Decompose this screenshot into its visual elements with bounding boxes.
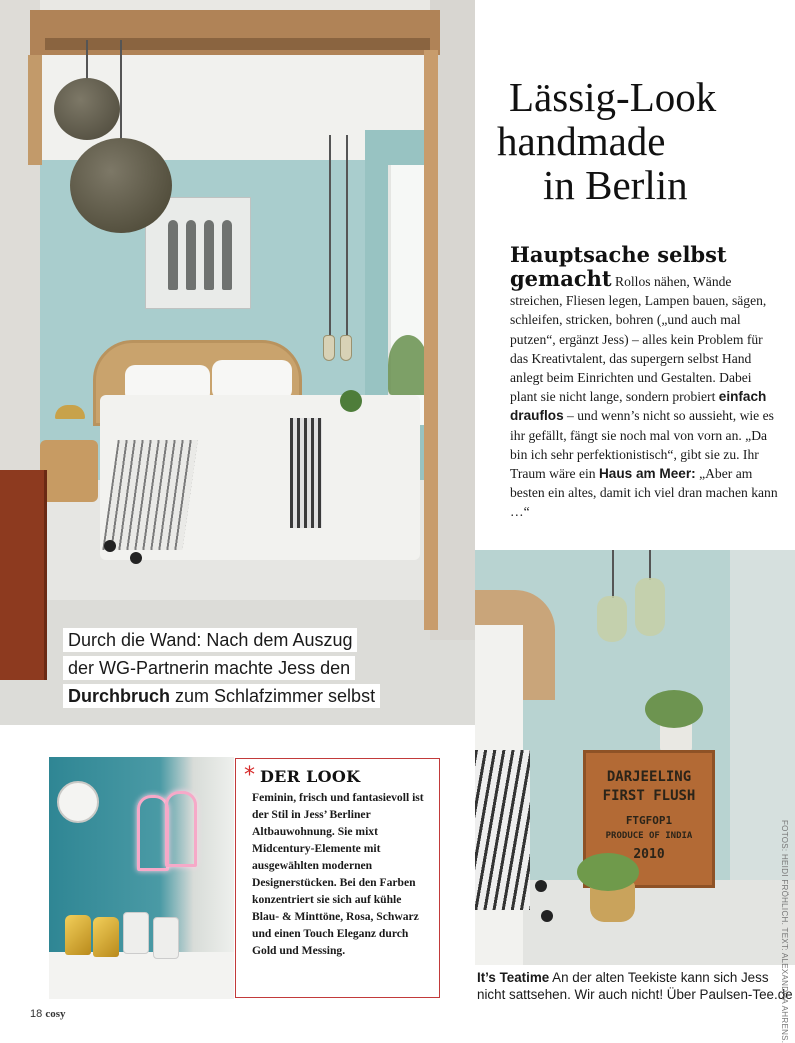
teatime-caption xyxy=(477,969,793,1003)
teatime-bold: It’s Teatime xyxy=(477,970,550,985)
poster-figure xyxy=(222,220,232,290)
chest-label-2: FIRST FLUSH xyxy=(602,788,696,804)
pillow xyxy=(212,360,292,400)
der-look-box xyxy=(235,758,440,998)
striped-blanket xyxy=(102,440,197,550)
look-text: Feminin, frisch und fantasievoll ist der Stil in Jess’ Berliner Altbauwohnung. Sie mixt Midcentury-Elemente mit ausgewählten modernen Designerstücken. Bei den Farben konzentriert sie sich auf kühle Blau- & Minttöne, Rosa, Schwarz und einen Touch Eleganz durch Gold und Messing. xyxy=(252,791,424,957)
potted-plant xyxy=(577,853,639,891)
neon-flamingo xyxy=(165,791,197,867)
tassel xyxy=(535,880,547,892)
chest-label-4: PRODUCE OF INDIA xyxy=(605,831,693,841)
tassel xyxy=(104,540,116,552)
title-line-3: in Berlin xyxy=(543,162,688,208)
broken-wall-edge-left xyxy=(28,55,42,165)
poster-figure xyxy=(204,220,214,290)
body-text-3: „Aber am besten ein altes, damit ich viel dran machen kann …“ xyxy=(510,466,778,520)
chest-label-1: DARJEELING xyxy=(606,769,692,785)
poster-figure xyxy=(168,220,178,290)
wicker-nightstand xyxy=(40,440,98,502)
broken-wall-edge-right xyxy=(424,50,438,630)
asterisk-icon: * xyxy=(244,763,255,788)
body-text-1: Rollos nähen, Wände streichen, Fliesen legen, Lampen bauen, sägen, schleifen, stricken, bohren („und auch mal putzen“, ergänzt Jess) – alles kein Problem für das Kreativtalent, das supergern selbst Hand anlegt beim Einrichten und Gestalten. Dabei plant sie nicht lange, sondern probiert xyxy=(510,274,767,405)
white-sideboard xyxy=(49,952,234,999)
caption-rest: zum Schlafzimmer selbst xyxy=(170,686,376,706)
striped-throw xyxy=(290,418,322,528)
page-number: 18 xyxy=(30,1008,43,1020)
photo-credits: FOTOS: HEIDI FRÖHLICH. TEXT: ALEXANDRA AHRENS. xyxy=(780,820,789,1043)
chest-label-3: FTGFOP1 xyxy=(625,814,673,827)
lamp-cord xyxy=(612,550,614,598)
photo-caption-line-3 xyxy=(63,684,380,708)
body-text-2: – und wenn’s nicht so aussieht, wie es ihr gefällt, fängt sie noch mal von vorn an. „Da bin ich sehr perfektionistisch“, gibt sie zu. Ihr Traum wäre ein xyxy=(510,408,774,482)
teak-cabinet xyxy=(0,470,47,680)
white-vase xyxy=(153,917,179,959)
body-heading-line-2: gemacht xyxy=(510,266,612,291)
chest-label-5: 2010 xyxy=(633,847,665,862)
body-heading-line-1: Hauptsache selbst xyxy=(510,242,727,267)
pendant-lamp-large xyxy=(70,138,172,233)
article-body xyxy=(510,243,782,522)
white-vase xyxy=(123,912,149,954)
gold-figurine xyxy=(93,917,119,957)
tassel xyxy=(541,910,553,922)
page-footer xyxy=(30,1008,65,1020)
broken-wall-shadow xyxy=(45,38,430,50)
caption-bold: Durchbruch xyxy=(68,686,171,706)
hanging-bulb xyxy=(323,335,335,361)
look-heading: DER LOOK xyxy=(260,767,361,786)
magazine-name: cosy xyxy=(45,1008,66,1020)
lamp-cord xyxy=(120,40,122,140)
body-bold-2: Haus am Meer: xyxy=(598,466,696,482)
potted-plant xyxy=(645,690,703,728)
title-line-2: handmade xyxy=(497,118,666,164)
glass-pendant xyxy=(597,596,627,642)
hanging-bulb xyxy=(340,335,352,361)
article-title xyxy=(497,75,787,207)
gold-figurine xyxy=(65,915,91,955)
title-line-1: Lässig-Look xyxy=(509,74,717,120)
photo-caption-line-2: der WG-Partnerin machte Jess den xyxy=(63,656,355,680)
bedroom-photo xyxy=(0,0,475,725)
lamp-cord xyxy=(649,550,651,580)
brass-lamp xyxy=(55,405,85,419)
flamingo-photo xyxy=(49,757,234,999)
teatime-text: An der alten Teekiste kann sich Jess nicht sattsehen. Wir auch nicht! Über Paulsen-Tee.de xyxy=(477,970,793,1002)
tassel xyxy=(130,552,142,564)
photo-caption-line-1: Durch die Wand: Nach dem Auszug xyxy=(63,628,357,652)
potted-plant xyxy=(340,390,362,412)
lamp-cord xyxy=(86,40,88,80)
wall-clock xyxy=(57,781,99,823)
body-bold-1: einfach drauflos xyxy=(510,389,767,424)
bulb-cord xyxy=(329,135,331,335)
palm-plant xyxy=(388,335,428,395)
pendant-lamp-small xyxy=(54,78,120,140)
poster-figure xyxy=(186,220,196,290)
glass-pendant xyxy=(635,578,665,636)
bulb-cord xyxy=(346,135,348,335)
tea-chest-photo xyxy=(475,550,795,965)
striped-blanket xyxy=(475,750,530,910)
